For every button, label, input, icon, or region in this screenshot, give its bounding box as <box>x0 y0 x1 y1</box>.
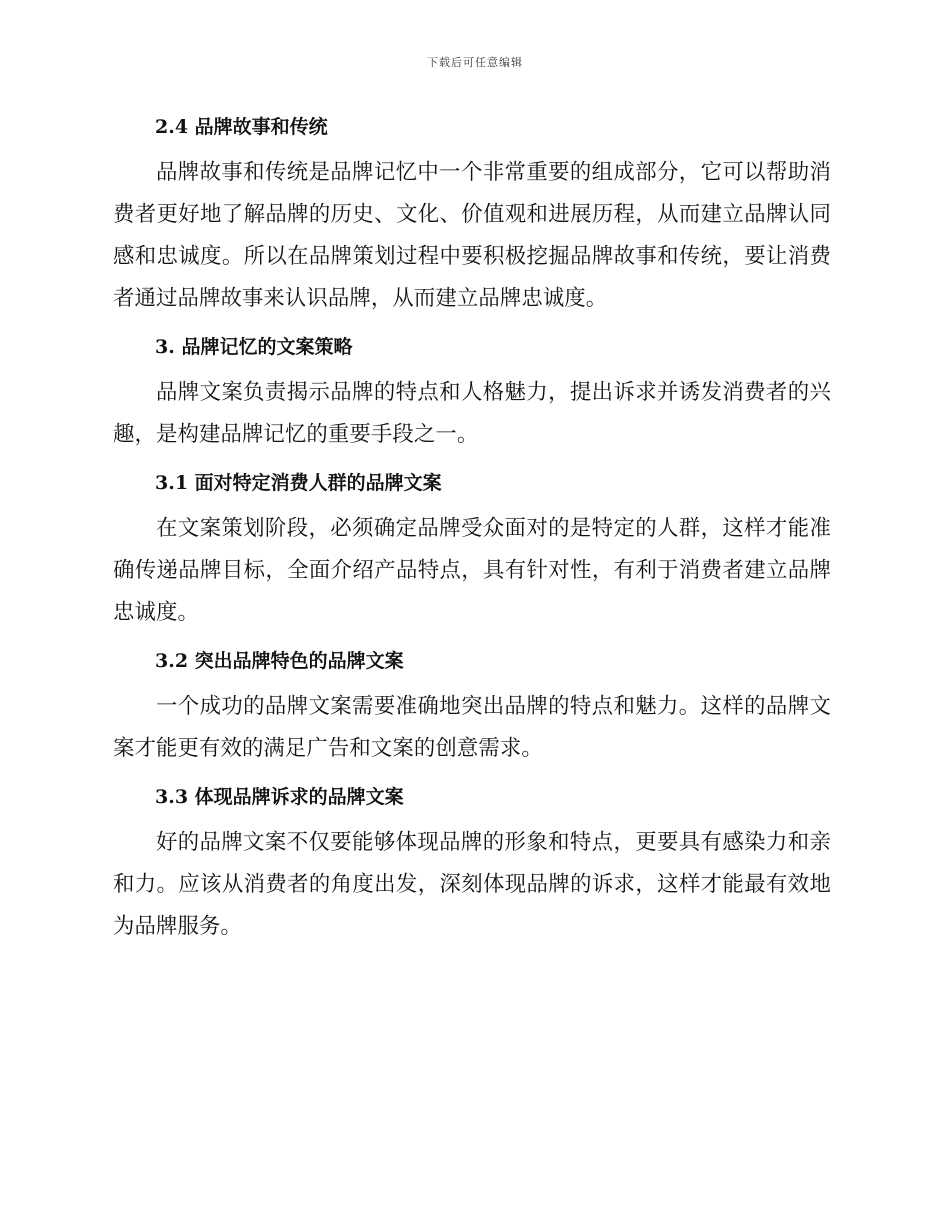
section-paragraph-2-4: 品牌故事和传统是品牌记忆中一个非常重要的组成部分，它可以帮助消费者更好地了解品牌的历史、文化、价值观和进展历程，从而建立品牌认同感和忠诚度。所以在品牌策划过程中要积极挖掘品牌故事和传统，要让消费者通过品牌故事来认识品牌，从而建立品牌忠诚度。 <box>113 160 831 311</box>
section-heading-3-3: 3.3 体现品牌诉求的品牌文案 <box>155 786 404 808</box>
section-paragraph-3-2: 一个成功的品牌文案需要准确地突出品牌的特点和魅力。这样的品牌文案才能更有效的满足广告和文案的创意需求。 <box>113 694 831 761</box>
section-heading-3-1: 3.1 面对特定消费人群的品牌文案 <box>155 472 442 494</box>
section-paragraph-3-3: 好的品牌文案不仅要能够体现品牌的形象和特点，更要具有感染力和亲和力。应该从消费者的角度出发，深刻体现品牌的诉求，这样才能最有效地为品牌服务。 <box>113 830 831 939</box>
page-header: 下载后可任意编辑 <box>427 56 523 69</box>
section-heading-3: 3. 品牌记忆的文案策略 <box>155 336 353 358</box>
section-heading-3-2: 3.2 突出品牌特色的品牌文案 <box>155 650 404 672</box>
document-body <box>113 110 831 948</box>
section-paragraph-3: 品牌文案负责揭示品牌的特点和人格魅力，提出诉求并诱发消费者的兴趣，是构建品牌记忆的重要手段之一。 <box>113 380 831 447</box>
section-paragraph-3-1: 在文案策划阶段，必须确定品牌受众面对的是特定的人群，这样才能准确传递品牌目标，全面介绍产品特点，具有针对性，有利于消费者建立品牌忠诚度。 <box>113 516 831 625</box>
section-heading-2-4: 2.4 品牌故事和传统 <box>155 116 328 138</box>
